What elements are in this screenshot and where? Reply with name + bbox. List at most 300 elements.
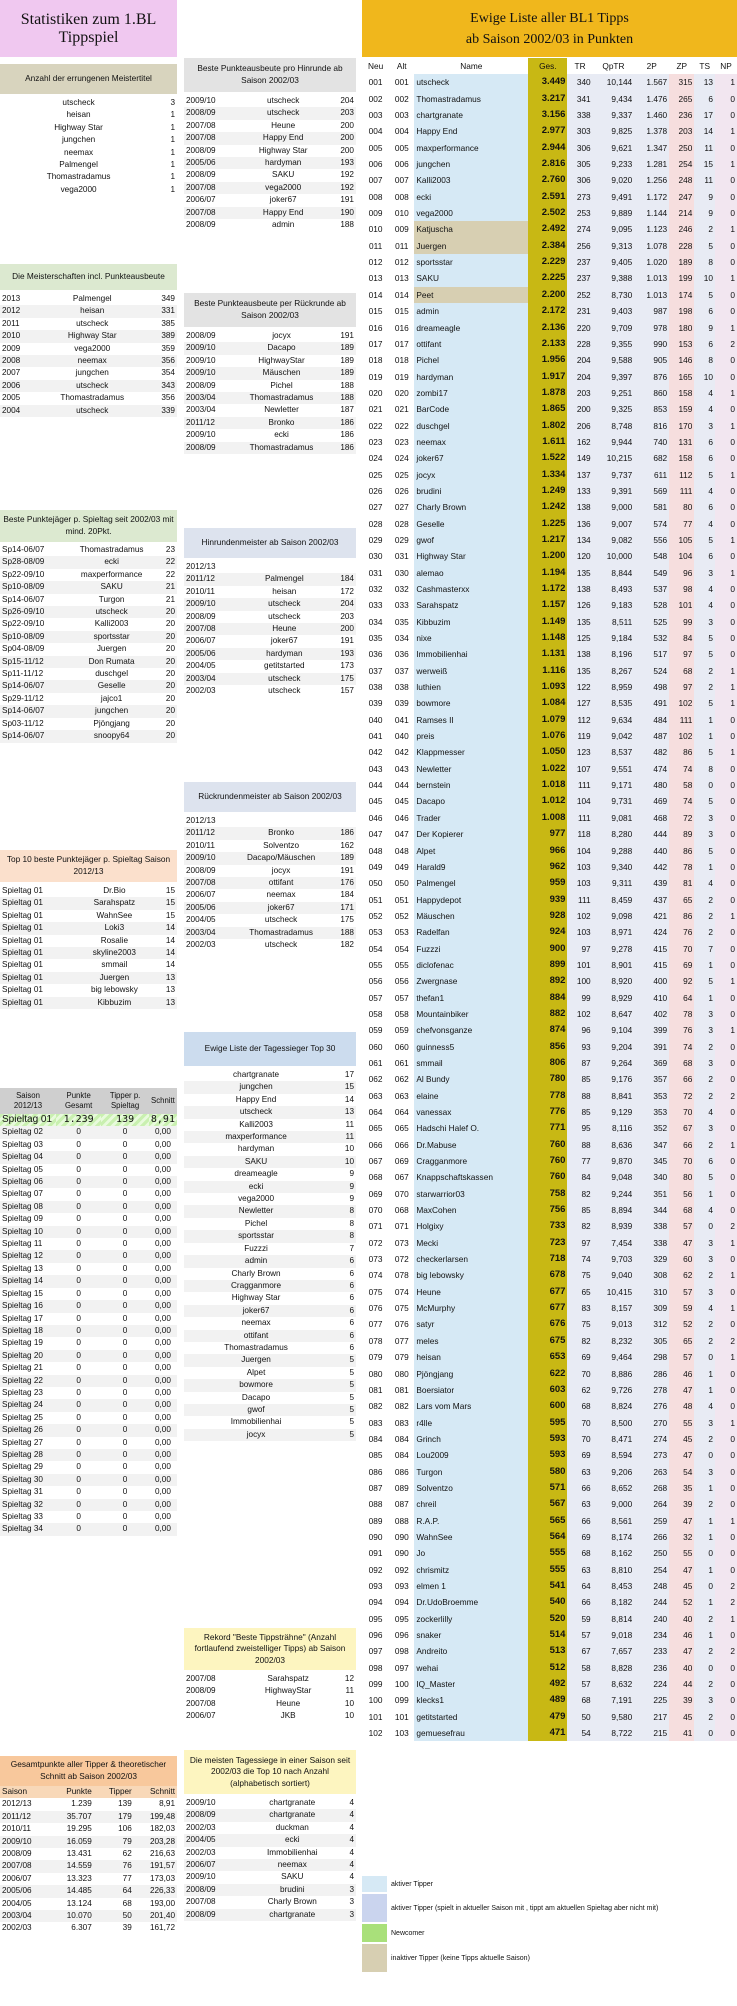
table-cell: 8 — [694, 254, 715, 270]
table-cell: 138 — [567, 581, 592, 597]
table-cell: 2007/08 — [0, 1860, 50, 1872]
table-cell: 77 — [567, 1153, 592, 1169]
table-cell: 76 — [669, 1022, 694, 1038]
table-cell: 421 — [634, 908, 669, 924]
table-cell: 1 — [715, 973, 737, 989]
table-cell: 353 — [634, 1104, 669, 1120]
table-cell: chefvonsganze — [414, 1022, 528, 1038]
table-cell: duschgel — [414, 418, 528, 434]
table-cell: 031 — [394, 551, 409, 562]
table-cell: 071 — [368, 1221, 383, 1232]
table-cell: 054 — [394, 943, 409, 954]
table-cell: 236 — [634, 1660, 669, 1676]
table-row — [0, 643, 177, 655]
ewige-row — [362, 450, 737, 466]
table-cell: 556 — [634, 532, 669, 548]
table-cell: 1 — [170, 110, 175, 120]
table-row — [0, 730, 177, 742]
table-cell: 052 — [368, 910, 383, 921]
table-cell: Juergen — [414, 238, 528, 254]
table-cell: 200 — [327, 132, 356, 144]
ewige-row — [362, 1611, 737, 1627]
table-cell: 9,397 — [593, 369, 635, 385]
table-cell: 1 — [694, 1594, 715, 1610]
table-cell: Sp04-08/09 — [2, 644, 45, 654]
table-cell: Happy End — [240, 132, 327, 144]
table-cell: 236 — [669, 107, 694, 123]
table-row — [0, 1922, 177, 1934]
table-cell: 068 — [394, 1205, 409, 1216]
table-cell: 1.050 — [528, 744, 567, 760]
table-cell: 48 — [669, 1398, 694, 1414]
table-cell: 028 — [368, 518, 383, 529]
table-cell: 005 — [368, 142, 383, 153]
table-cell: 2006/07 — [186, 890, 216, 900]
table-cell: Fuzzzi — [244, 1243, 268, 1253]
table-cell: 492 — [528, 1676, 567, 1692]
table-cell: 347 — [634, 1137, 669, 1153]
table-cell: joker67 — [269, 195, 297, 205]
table-cell: 5 — [694, 843, 715, 859]
table-cell: Palmengel — [72, 294, 112, 303]
table-cell: Sp15-11/12 — [0, 656, 65, 668]
table-cell: 068 — [368, 1172, 383, 1183]
table-cell: 0 — [715, 516, 737, 532]
table-cell: 0 — [76, 1164, 81, 1174]
table-cell: 2 — [694, 1643, 715, 1659]
table-cell: 1.476 — [634, 91, 669, 107]
table-cell: chrismitz — [414, 1562, 528, 1578]
table-cell: 8,280 — [593, 826, 635, 842]
table-cell: 2003/04 — [0, 1910, 50, 1922]
table-row — [184, 1280, 356, 1292]
table-cell: Highway Star — [414, 548, 528, 564]
table-cell: Thomastradamus — [79, 545, 144, 554]
table-cell: 57 — [669, 1218, 694, 1234]
table-cell: 0 — [715, 1251, 737, 1267]
table-cell: 0,00 — [154, 1313, 171, 1323]
table-cell: 100 — [394, 1679, 409, 1690]
table-cell: 8 — [328, 1230, 356, 1242]
header-cell: Alt — [396, 61, 407, 71]
table-cell: werweiß — [414, 663, 528, 679]
table-cell: 0,00 — [154, 1462, 171, 1472]
table-cell: 6 — [328, 1305, 356, 1317]
table-cell: 199 — [669, 270, 694, 286]
table-cell: 200 — [340, 120, 354, 130]
table-cell: 2 — [694, 679, 715, 695]
table-cell: 6 — [694, 450, 715, 466]
table-cell: 0 — [715, 1186, 737, 1202]
table-cell: 228 — [669, 238, 694, 254]
table-row — [184, 840, 356, 852]
table-cell: 2.502 — [528, 205, 567, 221]
table-cell: 2 — [694, 1039, 715, 1055]
table-cell: 5 — [694, 973, 715, 989]
table-cell: bowmore — [414, 695, 528, 711]
table-cell: Pichel — [414, 352, 528, 368]
table-cell: 042 — [394, 747, 409, 758]
table-cell: 0 — [122, 1164, 128, 1174]
header-cell: Saison 2012/13 — [0, 1088, 56, 1114]
table-cell: 60 — [669, 1251, 694, 1267]
table-cell: 188 — [340, 380, 354, 390]
table-cell: 2004/05 — [186, 915, 216, 925]
table-cell: 203 — [327, 107, 356, 119]
table-cell: 085 — [368, 1450, 383, 1461]
table-cell: 1.149 — [528, 614, 567, 630]
table-cell: 0 — [101, 1325, 149, 1337]
top10-title: Top 10 beste Punktejäger p. Spieltag Saison 2012/13 — [0, 850, 177, 882]
table-cell: 135 — [567, 614, 592, 630]
table-cell: 079 — [394, 1352, 409, 1363]
table-row — [184, 852, 356, 864]
table-cell: 88 — [567, 1088, 592, 1104]
table-row — [184, 902, 356, 914]
table-cell: Pichel — [270, 380, 293, 390]
table-row — [0, 680, 177, 692]
table-cell: 071 — [394, 1221, 409, 1232]
table-cell: 2008/09 — [186, 380, 216, 390]
table-cell: Sp29-11/12 — [2, 693, 44, 703]
table-cell: 13.431 — [66, 1849, 92, 1859]
hinrundenmeister-box — [184, 528, 356, 697]
table-cell: 3 — [349, 1897, 354, 1907]
table-cell: 9,737 — [593, 467, 635, 483]
table-cell: 89 — [669, 826, 694, 842]
table-cell: snoopy64 — [65, 730, 159, 742]
table-row — [184, 1404, 356, 1416]
table-cell: 1.079 — [528, 712, 567, 728]
table-cell: 090 — [394, 1548, 409, 1559]
table-cell: 2002/03 — [186, 1847, 216, 1857]
table-cell: 47 — [669, 1447, 694, 1463]
table-cell: 111 — [567, 810, 592, 826]
table-cell: 1 — [715, 663, 737, 679]
table-cell: 203 — [567, 385, 592, 401]
table-cell: 512 — [528, 1660, 567, 1676]
table-cell: 1 — [694, 859, 715, 875]
spieltag-beste-table — [0, 544, 177, 743]
table-cell: 098 — [394, 1646, 409, 1657]
table-cell: 0,00 — [154, 1239, 171, 1249]
table-cell: 067 — [368, 1156, 383, 1167]
ewige-row — [362, 826, 737, 842]
table-cell: 13 — [156, 997, 177, 1009]
table-cell: 9,944 — [593, 434, 635, 450]
table-cell: 200 — [340, 145, 354, 155]
table-cell: 20 — [165, 669, 175, 679]
table-cell: 1.334 — [528, 467, 567, 483]
table-cell: 9,204 — [593, 1039, 635, 1055]
table-cell: 778 — [528, 1088, 567, 1104]
ewige-row — [362, 418, 737, 434]
table-cell: 1 — [715, 1349, 737, 1365]
table-cell: Boersiator — [414, 1382, 528, 1398]
table-cell: 444 — [634, 826, 669, 842]
table-cell: 3 — [694, 810, 715, 826]
table-cell: 9,251 — [593, 385, 635, 401]
table-cell: 2007/08 — [186, 1897, 216, 1907]
table-cell: 102 — [368, 1728, 383, 1739]
table-row — [0, 1151, 177, 1163]
table-cell: 603 — [528, 1382, 567, 1398]
table-cell: 082 — [368, 1401, 383, 1412]
table-cell: 079 — [368, 1352, 383, 1363]
table-row — [0, 1449, 177, 1461]
table-cell: McMurphy — [414, 1300, 528, 1316]
table-cell: 9,206 — [593, 1464, 635, 1480]
table-cell: 0 — [694, 1660, 715, 1676]
gesamtpunkte-title: Gesamtpunkte aller Tipper & theoretischer Schnitt ab Saison 2002/03 — [0, 1756, 177, 1786]
table-cell: 2008/09 — [186, 170, 216, 180]
table-cell: klecks1 — [414, 1692, 528, 1708]
table-cell: 99 — [669, 614, 694, 630]
table-cell: 126 — [567, 597, 592, 613]
table-row — [184, 95, 356, 107]
table-cell: 0,00 — [154, 1189, 171, 1199]
table-cell: 0 — [694, 777, 715, 793]
table-cell: 088 — [368, 1499, 383, 1510]
table-cell: 047 — [394, 829, 409, 840]
table-cell: 2009/10 — [186, 355, 216, 365]
table-cell: 8,594 — [593, 1447, 635, 1463]
table-row — [0, 1275, 177, 1287]
table-cell: 1.460 — [634, 107, 669, 123]
table-cell: 0 — [56, 1350, 101, 1362]
table-cell: 0 — [76, 1313, 81, 1323]
rekord-title: Rekord "Beste Tippsträhne" (Anzahl fortlaufend zweistelliger Tipps) ab Saison 2002/03 — [184, 1628, 356, 1670]
table-cell: 9,171 — [593, 777, 635, 793]
table-cell: 9,340 — [593, 859, 635, 875]
ewige-liste-title: Ewige Liste aller BL1 Tipps ab Saison 2002/03 in Punkten — [362, 0, 737, 57]
table-cell: 2008/09 — [184, 442, 233, 454]
table-cell: 191 — [340, 331, 354, 340]
table-cell: 0 — [694, 1447, 715, 1463]
ewige-row — [362, 107, 737, 123]
table-cell: Dr.UdoBroemme — [414, 1594, 528, 1610]
table-cell: 2006/07 — [2, 1873, 32, 1883]
table-cell: 8,632 — [593, 1676, 635, 1692]
table-cell: 1.148 — [528, 630, 567, 646]
table-cell: 2 — [694, 1071, 715, 1087]
table-row — [0, 293, 177, 305]
table-row — [0, 910, 177, 922]
table-cell: 14 — [694, 123, 715, 139]
table-cell: 1.013 — [634, 287, 669, 303]
table-cell: 9,491 — [593, 189, 635, 205]
ewige-row — [362, 1464, 737, 1480]
table-cell: 012 — [368, 257, 383, 268]
table-cell: 959 — [528, 875, 567, 891]
table-cell: 2 — [715, 1333, 737, 1349]
header-cell: NP — [720, 61, 732, 71]
table-cell: 1 — [694, 1186, 715, 1202]
table-cell: 2011/12 — [184, 827, 231, 839]
table-cell: 776 — [528, 1104, 567, 1120]
table-cell: 014 — [368, 289, 383, 300]
ewige-row — [362, 1137, 737, 1153]
table-cell: Bronko — [231, 827, 332, 839]
table-cell: 22 — [159, 556, 177, 568]
table-row — [184, 1193, 356, 1205]
table-cell: 0 — [715, 892, 737, 908]
table-row — [0, 134, 177, 146]
table-cell: 087 — [368, 1482, 383, 1493]
table-cell: 806 — [528, 1055, 567, 1071]
table-cell: Highway Star — [258, 145, 308, 155]
table-cell: 188 — [340, 220, 354, 230]
table-cell: Immobilienhai — [414, 646, 528, 662]
table-cell: 2003/04 — [186, 405, 216, 415]
table-cell: 067 — [394, 1172, 409, 1183]
table-cell: Spieltag 18 — [0, 1325, 56, 1337]
table-cell: Klappmesser — [414, 744, 528, 760]
table-cell: 096 — [368, 1630, 383, 1640]
table-cell: 0 — [715, 1725, 737, 1741]
table-row — [0, 1164, 177, 1176]
table-cell: Highway Star — [54, 122, 103, 132]
table-cell: 306 — [567, 172, 592, 188]
table-row — [184, 815, 356, 827]
table-cell: Newletter — [264, 405, 299, 415]
table-cell: 0 — [715, 777, 737, 793]
table-cell: 1 — [715, 1235, 737, 1251]
table-row — [0, 318, 177, 330]
table-cell: 0 — [122, 1512, 128, 1521]
table-cell: 020 — [368, 387, 383, 398]
ewige-row — [362, 1545, 737, 1561]
table-cell: 073 — [394, 1237, 409, 1248]
table-cell: 0 — [715, 597, 737, 613]
legend-newcomer: Newcomer — [362, 1924, 737, 1942]
table-cell: 136 — [567, 516, 592, 532]
ewige-row — [362, 1480, 737, 1496]
table-cell: 103 — [394, 1728, 409, 1739]
table-cell: 0 — [715, 352, 737, 368]
header-cell: ZP — [676, 61, 688, 71]
table-cell: 0 — [76, 1387, 81, 1397]
ewige-row — [362, 1235, 737, 1251]
table-cell: 016 — [368, 322, 383, 333]
table-cell: 161,72 — [149, 1923, 175, 1933]
table-cell: Sp14-06/07 — [0, 730, 65, 742]
ewige-row — [362, 205, 737, 221]
table-cell: 9,040 — [593, 1267, 635, 1283]
table-cell: 4 — [341, 1809, 356, 1821]
table-cell: 537 — [634, 581, 669, 597]
table-cell: 0 — [76, 1288, 81, 1298]
ewige-row — [362, 172, 737, 188]
table-cell: WahnSee — [414, 1529, 528, 1545]
table-cell: 676 — [528, 1316, 567, 1332]
table-row — [0, 184, 177, 196]
table-cell: 520 — [528, 1611, 567, 1627]
table-cell: 733 — [528, 1218, 567, 1234]
table-cell: 2004/05 — [186, 661, 216, 671]
table-cell: 105 — [669, 532, 694, 548]
table-cell: 3.217 — [528, 91, 567, 107]
table-cell: 8,561 — [593, 1513, 635, 1529]
table-cell: checkerlarsen — [414, 1251, 528, 1267]
table-cell: 103 — [567, 859, 592, 875]
table-cell: 356 — [148, 355, 177, 367]
table-cell: 86 — [669, 744, 694, 760]
table-cell: 016 — [394, 322, 409, 333]
table-cell: 099 — [394, 1695, 409, 1706]
table-cell: 171 — [331, 902, 356, 914]
table-cell: 103 — [567, 924, 592, 940]
ewige-row — [362, 1496, 737, 1512]
table-cell: 479 — [528, 1709, 567, 1725]
table-cell: thefan1 — [414, 990, 528, 1006]
table-cell: 176 — [331, 877, 356, 889]
table-cell: 0,00 — [154, 1437, 171, 1447]
table-cell: vega2000 — [60, 184, 97, 194]
table-cell: 0,00 — [149, 1350, 177, 1362]
table-cell: 2002/03 — [2, 1923, 32, 1933]
table-cell: gwof — [184, 1404, 328, 1416]
table-cell: 1.917 — [528, 369, 567, 385]
meistertitel-box — [0, 64, 177, 196]
table-cell: Sarahspatz — [267, 1674, 309, 1683]
table-cell: 2.200 — [528, 287, 567, 303]
table-cell: Spieltag 31 — [2, 1487, 43, 1497]
table-cell: 74 — [669, 761, 694, 777]
ewige-row — [362, 1300, 737, 1316]
table-cell: 593 — [528, 1447, 567, 1463]
table-cell: 1 — [715, 1300, 737, 1316]
table-cell: 80 — [669, 1169, 694, 1185]
table-cell: 20 — [165, 718, 175, 728]
table-cell: 2 — [715, 1088, 737, 1104]
table-cell: 051 — [394, 894, 409, 905]
table-cell: 7 — [349, 1243, 354, 1253]
table-cell: 0 — [56, 1300, 101, 1312]
table-cell: 234 — [634, 1627, 669, 1643]
table-cell: 9,703 — [593, 1251, 635, 1267]
table-row — [184, 1181, 356, 1193]
table-cell: Mäuschen — [414, 908, 528, 924]
table-cell: 228 — [567, 336, 592, 352]
table-cell: 111 — [669, 483, 694, 499]
table-cell: 5 — [694, 695, 715, 711]
table-cell: 059 — [394, 1025, 409, 1036]
table-cell: 1.078 — [634, 238, 669, 254]
table-cell: Sp26-09/10 — [0, 606, 65, 618]
table-cell: 8,929 — [593, 990, 635, 1006]
table-cell: 1.347 — [634, 140, 669, 156]
table-cell: 9,007 — [593, 516, 635, 532]
table-cell: 75 — [567, 1316, 592, 1332]
table-cell: 0 — [715, 941, 737, 957]
table-cell: 0,00 — [154, 1139, 171, 1149]
table-cell: 0 — [715, 254, 737, 270]
table-row — [0, 1362, 177, 1374]
table-cell: 439 — [634, 875, 669, 891]
table-row — [0, 1823, 177, 1835]
table-cell: 011 — [395, 240, 409, 251]
legend-active-skip: aktiver Tipper (spielt in aktueller Saison mit , tippt am aktuellen Spieltag aber nicht mit) — [362, 1894, 737, 1922]
table-cell: 070 — [394, 1188, 409, 1199]
table-cell: 1.084 — [528, 695, 567, 711]
ewige-row — [362, 189, 737, 205]
table-cell: Geselle — [65, 680, 159, 692]
table-cell: 186 — [330, 442, 356, 454]
table-cell: 8,157 — [593, 1300, 635, 1316]
table-cell: Holgixy — [414, 1218, 528, 1234]
table-cell: 044 — [394, 780, 409, 791]
